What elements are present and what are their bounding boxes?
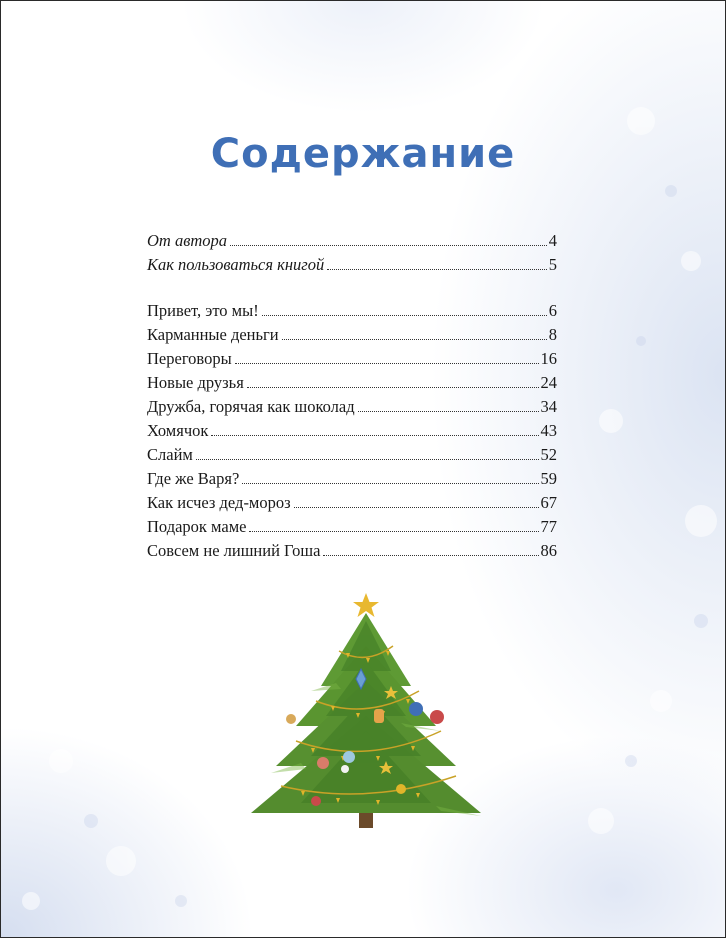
- toc-leader-dots: [282, 339, 547, 340]
- page-title: Содержание: [210, 131, 516, 177]
- toc-leader-dots: [358, 411, 539, 412]
- toc-entry-title: Где же Варя?: [147, 469, 240, 488]
- toc-entry: [147, 229, 557, 253]
- toc-entry: [147, 395, 557, 419]
- toc-leader-dots: [242, 483, 538, 484]
- table-of-contents: [147, 229, 557, 563]
- toc-entry: [147, 443, 557, 467]
- toc-entry-title: Совсем не лишний Гоша: [147, 541, 321, 560]
- toc-entry: [147, 323, 557, 347]
- toc-entry: [147, 299, 557, 323]
- toc-leader-dots: [262, 315, 547, 316]
- toc-entry: [147, 419, 557, 443]
- toc-entry-page: 4: [548, 231, 557, 250]
- toc-entry: [147, 491, 557, 515]
- toc-entry-page: 5: [548, 255, 557, 274]
- toc-entry-page: 6: [548, 301, 557, 320]
- christmas-tree-illustration: [241, 591, 491, 831]
- toc-entry: [147, 539, 557, 563]
- toc-entry: [147, 371, 557, 395]
- toc-leader-dots: [211, 435, 538, 436]
- toc-entry-title: Как пользоваться книгой: [147, 255, 325, 274]
- toc-entry-page: 67: [540, 493, 557, 512]
- toc-leader-dots: [323, 555, 538, 556]
- toc-entry-title: Подарок маме: [147, 517, 247, 536]
- toc-entry-page: 24: [540, 373, 557, 392]
- section-gap: [147, 277, 557, 299]
- tree-branches: [251, 613, 481, 816]
- toc-leader-dots: [230, 245, 547, 246]
- toc-leader-dots: [235, 363, 539, 364]
- toc-entry: [147, 515, 557, 539]
- toc-entry-page: 59: [540, 469, 557, 488]
- toc-entry-page: 16: [540, 349, 557, 368]
- toc-entry-title: Карманные деньги: [147, 325, 279, 344]
- toc-entry-title: Привет, это мы!: [147, 301, 259, 320]
- toc-entry: [147, 467, 557, 491]
- toc-leader-dots: [196, 459, 539, 460]
- toc-entry-title: Новые друзья: [147, 373, 244, 392]
- toc-entry: [147, 347, 557, 371]
- toc-entry-title: От автора: [147, 231, 228, 250]
- toc-entry-page: 34: [540, 397, 557, 416]
- toc-leader-dots: [247, 387, 539, 388]
- toc-leader-dots: [294, 507, 539, 508]
- toc-entry-title: Переговоры: [147, 349, 232, 368]
- toc-entry-page: 52: [540, 445, 557, 464]
- toc-entry-page: 8: [548, 325, 557, 344]
- toc-entry-page: 86: [540, 541, 557, 560]
- toc-entry-page: 43: [540, 421, 557, 440]
- toc-entry-title: Как исчез дед-мороз: [147, 493, 291, 512]
- toc-leader-dots: [327, 269, 547, 270]
- toc-entry-title: Слайм: [147, 445, 193, 464]
- toc-leader-dots: [249, 531, 538, 532]
- toc-entry-title: Хомячок: [147, 421, 209, 440]
- toc-entry-title: Дружба, горячая как шоколад: [147, 397, 355, 416]
- toc-entry-page: 77: [540, 517, 557, 536]
- toc-entry: [147, 253, 557, 277]
